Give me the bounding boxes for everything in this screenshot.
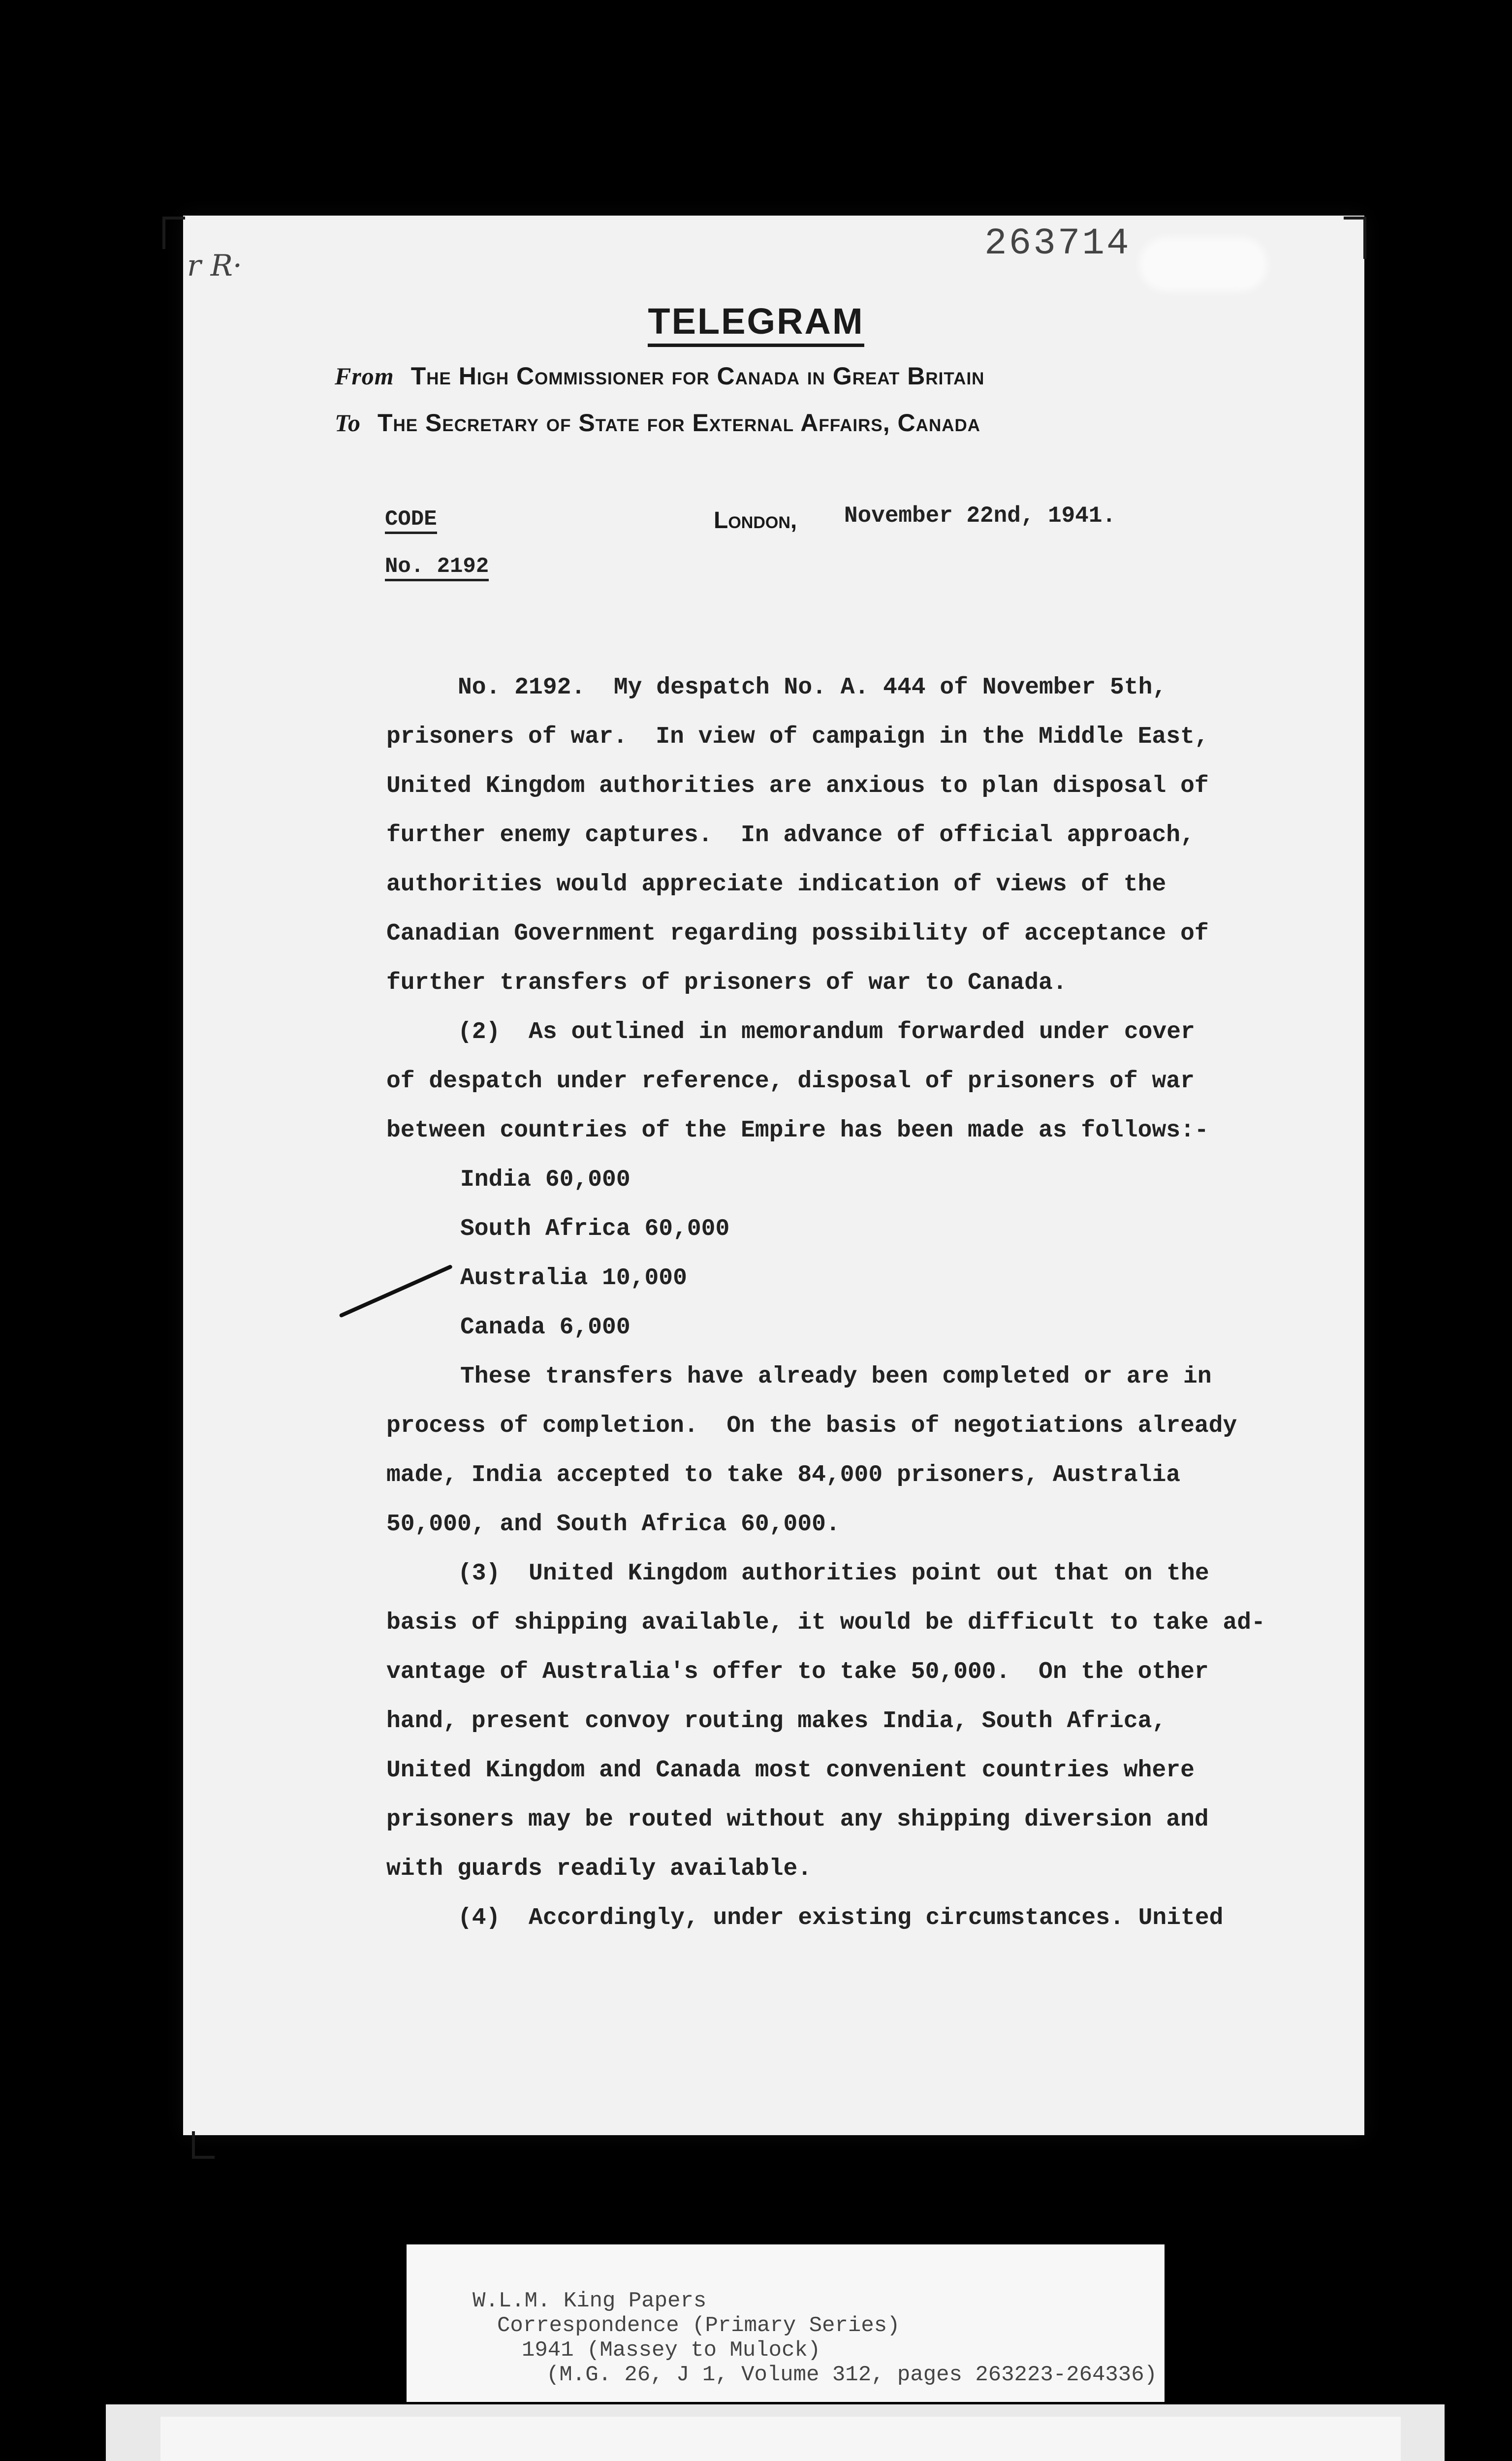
body-line: vantage of Australia's offer to take 50,000. On the other <box>386 1659 1209 1685</box>
body-line: (2) As outlined in memorandum forwarded under cover <box>458 1019 1195 1045</box>
body-line: basis of shipping available, it would be difficult to take ad- <box>386 1609 1265 1636</box>
place-label: London, <box>714 507 797 534</box>
body-line: with guards readily available. <box>386 1856 812 1882</box>
handwritten-mark: r R· <box>187 249 243 283</box>
body-line: authorities would appreciate indication of views of the <box>386 871 1166 898</box>
body-line: Canadian Government regarding possibility of acceptance of <box>386 920 1209 947</box>
crop-mark-top-left <box>162 217 185 249</box>
label-line: W.L.M. King Papers <box>472 2289 707 2313</box>
body-line: between countries of the Empire has been made as follows:- <box>386 1117 1209 1144</box>
telegram-number: No. 2192 <box>385 554 489 581</box>
crop-mark-bottom-left <box>192 2131 215 2159</box>
archive-card <box>160 2417 1401 2461</box>
telegram-title-text: TELEGRAM <box>648 301 864 347</box>
body-line: made, India accepted to take 84,000 prisoners, Australia <box>386 1462 1181 1488</box>
body-line: These transfers have already been completed or are in <box>460 1363 1212 1390</box>
body-line: (3) United Kingdom authorities point out that on the <box>458 1560 1209 1587</box>
label-line: Correspondence (Primary Series) <box>497 2313 900 2338</box>
telegram-title <box>0 300 1512 342</box>
date-line: November 22nd, 1941. <box>844 503 1116 529</box>
list-item: Australia 10,000 <box>460 1265 687 1292</box>
code-label: CODE <box>385 507 437 534</box>
body-line: United Kingdom and Canada most convenient countries where <box>386 1757 1195 1784</box>
crop-mark-top-right <box>1344 217 1366 259</box>
stamp-smudge <box>1139 237 1267 291</box>
list-item: South Africa 60,000 <box>460 1216 730 1242</box>
to-label: To <box>335 409 361 437</box>
list-item: Canada 6,000 <box>460 1314 630 1341</box>
from-line <box>335 362 984 390</box>
body-line: further transfers of prisoners of war to Canada. <box>386 970 1067 996</box>
label-line: 1941 (Massey to Mulock) <box>522 2338 821 2363</box>
body-line: hand, present convoy routing makes India, South Africa, <box>386 1708 1166 1735</box>
body-line: No. 2192. My despatch No. A. 444 of November 5th, <box>458 674 1167 701</box>
telegram-page <box>183 216 1364 2135</box>
body-line: 50,000, and South Africa 60,000. <box>386 1511 840 1538</box>
body-line: prisoners of war. In view of campaign in the Middle East, <box>386 724 1209 750</box>
label-line: (M.G. 26, J 1, Volume 312, pages 263223-264336) <box>546 2363 1158 2387</box>
body-line: further enemy captures. In advance of official approach, <box>386 822 1195 849</box>
body-line: prisoners may be routed without any shipping diversion and <box>386 1806 1209 1833</box>
body-line: of despatch under reference, disposal of prisoners of war <box>386 1068 1195 1095</box>
body-line: (4) Accordingly, under existing circumstances. United <box>458 1905 1224 1931</box>
body-line: United Kingdom authorities are anxious to plan disposal of <box>386 773 1209 799</box>
to-text: The Secretary of State for External Affairs, Canada <box>377 409 981 437</box>
document-number: 263714 <box>984 222 1131 265</box>
body-line: process of completion. On the basis of negotiations already <box>386 1413 1237 1439</box>
from-text: The High Commissioner for Canada in Great Britain <box>410 362 985 390</box>
from-label: From <box>335 362 394 390</box>
to-line <box>335 409 980 437</box>
list-item: India 60,000 <box>460 1167 630 1193</box>
